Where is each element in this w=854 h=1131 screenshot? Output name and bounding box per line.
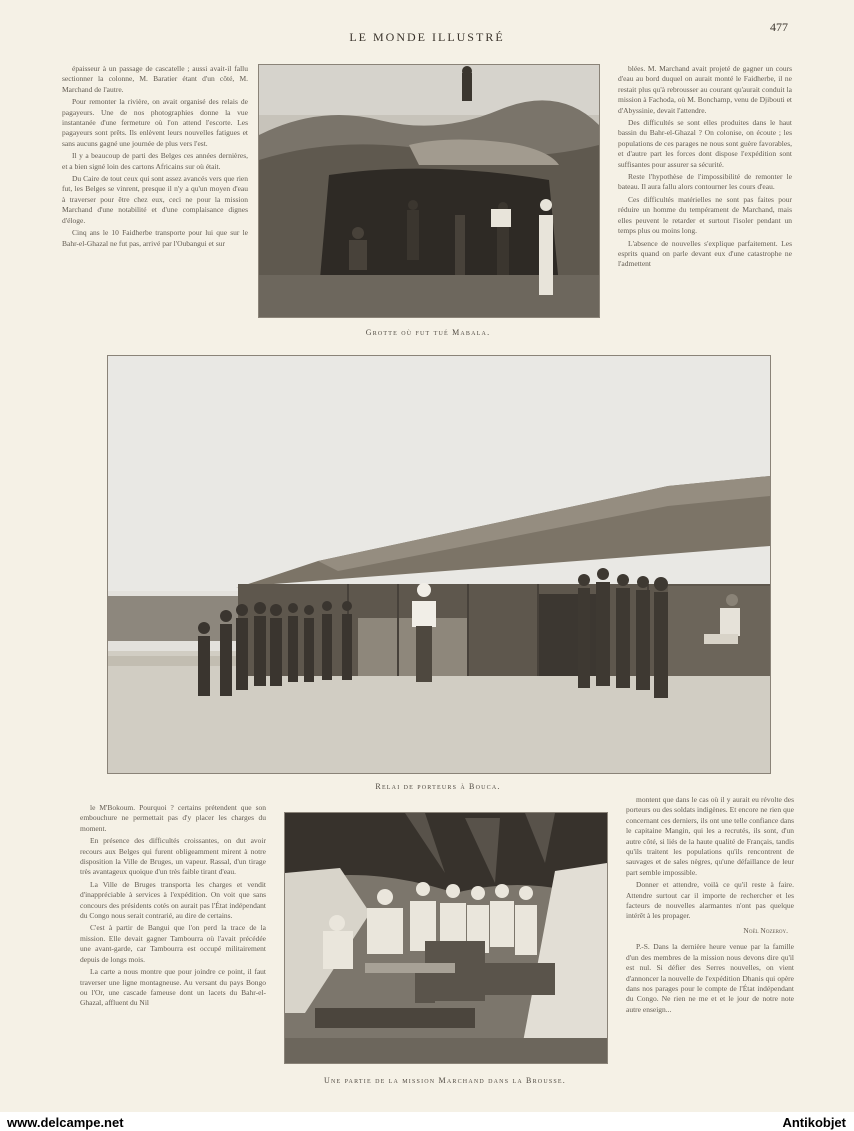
paragraph: Pour remonter la rivière, on avait organisé des relais de pagayeurs. Une de nos photographies donne la vue instantanée d'une fermeture où l'on attend l'escorte. Les pagayeurs sont prêts. Ils enlèvent leurs nouvelles fatigues et sans aucuns gagné une journée de plus vers l'est. [62, 97, 248, 148]
paragraph: L'absence de nouvelles s'explique parfaitement. Les esprits quand on parle devant eux d'une catastrophe ne l'admettent [618, 238, 792, 269]
paragraph: blées. M. Marchand avait projeté de gagner un cours d'eau au bord duquel on aurait monté le Faidherbe, il ne restait plus qu'à rebrousser au courant qu'aurait conduit la mission à Fachoda, où M. Bonchamp, venu de Djibouti et d'Abyssinie, devait l'attendre. [618, 64, 792, 115]
text-column-bottom-left [80, 803, 266, 1078]
caption-bottom-photo: Une partie de la mission Marchand dans la Brousse. [324, 1076, 566, 1085]
journal-title: LE MONDE ILLUSTRÉ [349, 30, 505, 44]
caption-top-photo: Grotte où fut tué Mabala. [365, 328, 491, 337]
watermark-right: Antikobjet [782, 1115, 846, 1130]
author-signature: Noël Nozeroy. [743, 925, 788, 935]
watermark-bar [0, 1112, 854, 1131]
paragraph: Des difficultés se sont elles produites dans le haut bassin du Bahr-el-Ghazal ? On colonise, on écoute ; les populations de ces parages ne nous sont guère favorables, et d'autre part les forces dont dispose l'expédition sont suffisantes pour assurer sa sécurité. [618, 118, 792, 169]
postscript-note: P.-S. Dans la dernière heure venue par la famille d'un des membres de la mission nous devons dire qu'il est nul. Si défier des Serres nouvelles, on vient d'annoncer la nouvelle de l'expédition Dhanis qui opère dans nos parages pour le compte de l'État indépendant du Congo. Ne rien ne me et et le jour de notre note autre enseign... [626, 942, 794, 1014]
page-number: 477 [770, 20, 788, 34]
paragraph: épaisseur à un passage de cascatelle ; aussi avait-il fallu sectionner la colonne, M. Baratier étant d'un côté, M. Marchand de l'autre. [62, 64, 248, 94]
grotto-scene-illustration [259, 65, 599, 317]
watermark-left: www.delcampe.net [7, 1115, 124, 1130]
text-column-top-right [618, 64, 792, 334]
paragraph: La Ville de Bruges transporta les charges et vendit d'inappréciable à services à l'expédition. On voit que sans concours des présidents cotés on aurait pas l'État indépendant du Congo nous serait contrarié, au dire de certains. [80, 879, 266, 921]
paragraph: Du Caire de tout ceux qui sont assez avancés vers que rien fut, les Belges se vinrent, presque il n'y a qu'un moyen d'eau à traverser pour être chez eux, ceci ne pour la mission Marchand d'une notabilité et d'une complaisance dignes d'éloge. [62, 174, 248, 225]
paragraph: montent que dans le cas où il y aurait eu révolte des porteurs ou des soldats indigènes. Et encore ne rien que concernant ces derniers, ils ont une telle confiance dans le capitaine Mangin, qui les a recrutés, ils sont, d'un autre côté, si liés de la haute qualité de Français, tandis qu'ils traitent les populations qu'ils rencontrent de sauvages et de sales nègres, qu'une défaillance de leur part semble impossible. [626, 795, 794, 877]
paragraph: La carte a nous montre que pour joindre ce point, il faut traverser une ligne montagneuse. Au versant du pays Bongo ou l'Or, une cascade fameuse dont un lacets du Bahr-el-Ghazal, affluent du Nil [80, 967, 266, 1008]
paragraph: Ces difficultés matérielles ne sont pas faites pour réduire un homme du tempérament de Marchand, mais elles peuvent le retarder et surtout l'isoler pendant un temps plus ou moins long. [618, 194, 792, 236]
photo-mission-bush [284, 812, 608, 1064]
paragraph: C'est à partir de Bangui que l'on perd la trace de la mission. Elle devait gagner Tambourra où l'avait précédée une avant-garde, car Tambourra est occupé militairement depuis de longs mois. [80, 923, 266, 964]
paragraph: le M'Bokoum. Pourquoi ? certains prétendent que son embouchure ne permettait pas d'y placer les charges du moment. [80, 803, 266, 833]
paragraph: Reste l'hypothèse de l'impossibilité de remonter le bateau. Il aura fallu alors contourner les cours d'eau. [618, 172, 792, 192]
paragraph: Donner et attendre, voilà ce qu'il reste à faire. Attendre surtout car il importe de rechercher et les facteurs de nouvelles alarmantes n'ont pas quelque intérêt à les propager. [626, 880, 794, 921]
paragraph: Cinq ans le 10 Faidherbe transporte pour lui que sur le Bahr-el-Ghazal ne fut pas, arrivé par l'Oubangui et sur [62, 228, 248, 248]
text-column-bottom-right [626, 795, 794, 1075]
photo-grotto [258, 64, 600, 318]
mission-bush-scene-illustration [285, 813, 607, 1063]
relay-station-scene-illustration [108, 356, 770, 773]
paragraph: En présence des difficultés croissantes, on dut avoir recours aux Belges qui furent obligeamment mirent à notre disposition la Ville de Bruges, un vapeur. Rassal, d'un tirage très avantageux quoique d'un très faible tirant d'eau. [80, 836, 266, 877]
text-column-top-left [62, 64, 248, 334]
paragraph: Il y a beaucoup de parti des Belges ces années dernières, et a bien signé loin des cartons Africains sur où était. [62, 151, 248, 171]
photo-relay-station [107, 355, 771, 774]
caption-middle-photo: Relai de porteurs à Bouca. [375, 782, 501, 791]
